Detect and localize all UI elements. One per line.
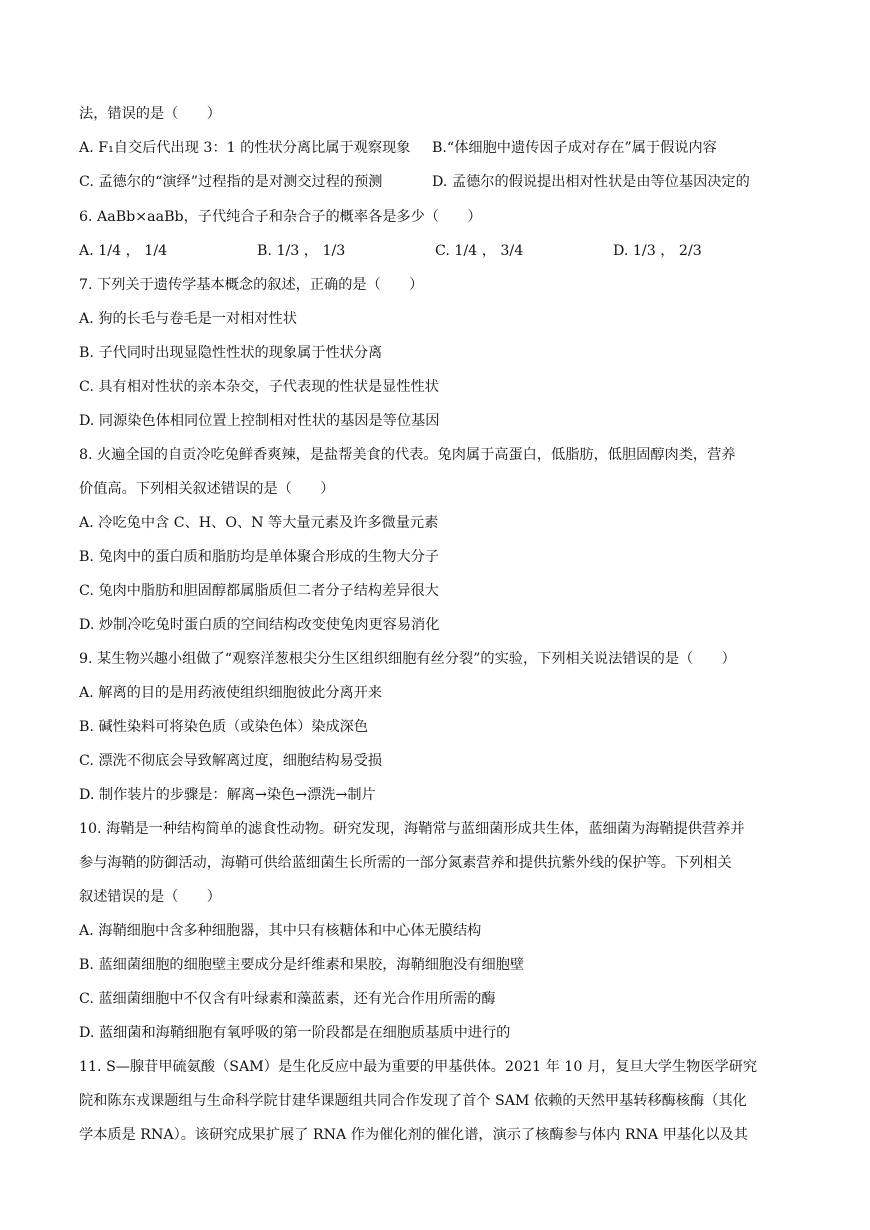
q7-option-a: A. 狗的长毛与卷毛是一对相对性状 bbox=[79, 311, 297, 327]
q7-option-b: B. 子代同时出现显隐性性状的现象属于性状分离 bbox=[79, 345, 383, 361]
q8-stem-line-2: 价值高。下列相关叙述错误的是（ ） bbox=[79, 481, 335, 497]
q5-options-cd bbox=[79, 172, 750, 192]
q6-option-c: C. 1/4 ， 3/4 bbox=[435, 243, 524, 259]
q10-stem-line-3: 叙述错误的是（ ） bbox=[79, 889, 221, 905]
q10-stem-line-1: 10. 海鞘是一种结构简单的滤食性动物。研究发现，海鞘常与蓝细菌形成共生体，蓝细菌为海鞘提供营养并 bbox=[79, 821, 745, 837]
q8-option-b: B. 兔肉中的蛋白质和脂肪均是单体聚合形成的生物大分子 bbox=[79, 549, 439, 565]
q10-option-d: D. 蓝细菌和海鞘细胞有氧呼吸的第一阶段都是在细胞质基质中进行的 bbox=[79, 1025, 511, 1041]
q10-option-b: B. 蓝细菌细胞的细胞壁主要成分是纤维素和果胶，海鞘细胞没有细胞壁 bbox=[79, 957, 525, 973]
q8-option-a: A. 冷吃兔中含 C、H、O、N 等大量元素及许多微量元素 bbox=[79, 515, 439, 531]
q9-option-a: A. 解离的目的是用药液使组织细胞彼此分离开来 bbox=[79, 685, 383, 701]
q7-option-d: D. 同源染色体相同位置上控制相对性状的基因是等位基因 bbox=[79, 413, 440, 429]
q11-stem-line-2: 院和陈东戎课题组与生命科学院甘建华课题组共同合作发现了首个 SAM 依赖的天然甲基转移酶核酶（其化 bbox=[79, 1093, 747, 1109]
q5-option-d: D. 孟德尔的假说提出相对性状是由等位基因决定的 bbox=[432, 174, 750, 190]
q10-option-a: A. 海鞘细胞中含多种细胞器，其中只有核糖体和中心体无膜结构 bbox=[79, 923, 482, 939]
q6-option-d: D. 1/3 ， 2/3 bbox=[613, 243, 702, 259]
q5-options-ab bbox=[79, 138, 717, 158]
q10-stem-line-2: 参与海鞘的防御活动，海鞘可供给蓝细菌生长所需的一部分氮素营养和提供抗紫外线的保护等。下列相关 bbox=[79, 855, 732, 871]
q10-option-c: C. 蓝细菌细胞中不仅含有叶绿素和藻蓝素，还有光合作用所需的酶 bbox=[79, 991, 496, 1007]
q11-stem-line-3: 学本质是 RNA）。该研究成果扩展了 RNA 作为催化剂的催化谱，演示了核酶参与体内 RNA 甲基化以及其 bbox=[79, 1127, 748, 1143]
q6-stem: 6. AaBb×aaBb，子代纯合子和杂合子的概率各是多少（ ） bbox=[79, 209, 482, 225]
q7-stem: 7. 下列关于遗传学基本概念的叙述，正确的是（ ） bbox=[79, 277, 424, 293]
q8-stem-line-1: 8. 火遍全国的自贡冷吃兔鲜香爽辣，是盐帮美食的代表。兔肉属于高蛋白，低脂肪，低胆固醇肉类，营养 bbox=[79, 447, 736, 463]
q8-option-c: C. 兔肉中脂肪和胆固醇都属脂质但二者分子结构差异很大 bbox=[79, 583, 439, 599]
q9-option-d: D. 制作装片的步骤是：解离→染色→漂洗→制片 bbox=[79, 787, 376, 803]
q5-stem-tail: 法，错误的是（ ） bbox=[79, 106, 221, 122]
q6-option-b: B. 1/3 ， 1/3 bbox=[257, 243, 346, 259]
q5-option-c: C. 孟德尔的“演绎”过程指的是对测交过程的预测 bbox=[79, 174, 383, 190]
q9-option-c: C. 漂洗不彻底会导致解离过度，细胞结构易受损 bbox=[79, 753, 383, 769]
q5-option-a: A. F₁自交后代出现 3：1 的性状分离比属于观察现象 bbox=[79, 140, 411, 156]
q11-stem-line-1: 11. S—腺苷甲硫氨酸（SAM）是生化反应中最为重要的甲基供体。2021 年 10 月，复旦大学生物医学研究 bbox=[79, 1059, 758, 1075]
q9-option-b: B. 碱性染料可将染色质（或染色体）染成深色 bbox=[79, 719, 369, 735]
q9-stem: 9. 某生物兴趣小组做了“观察洋葱根尖分生区组织细胞有丝分裂”的实验，下列相关说法错误的是（ ） bbox=[79, 651, 736, 667]
q5-option-b: B.“体细胞中遗传因子成对存在”属于假说内容 bbox=[432, 140, 717, 156]
q8-option-d: D. 炒制冷吃兔时蛋白质的空间结构改变使兔肉更容易消化 bbox=[79, 617, 440, 633]
q7-option-c: C. 具有相对性状的亲本杂交，子代表现的性状是显性性状 bbox=[79, 379, 439, 395]
q6-option-a: A. 1/4 ， 1/4 bbox=[79, 243, 168, 259]
